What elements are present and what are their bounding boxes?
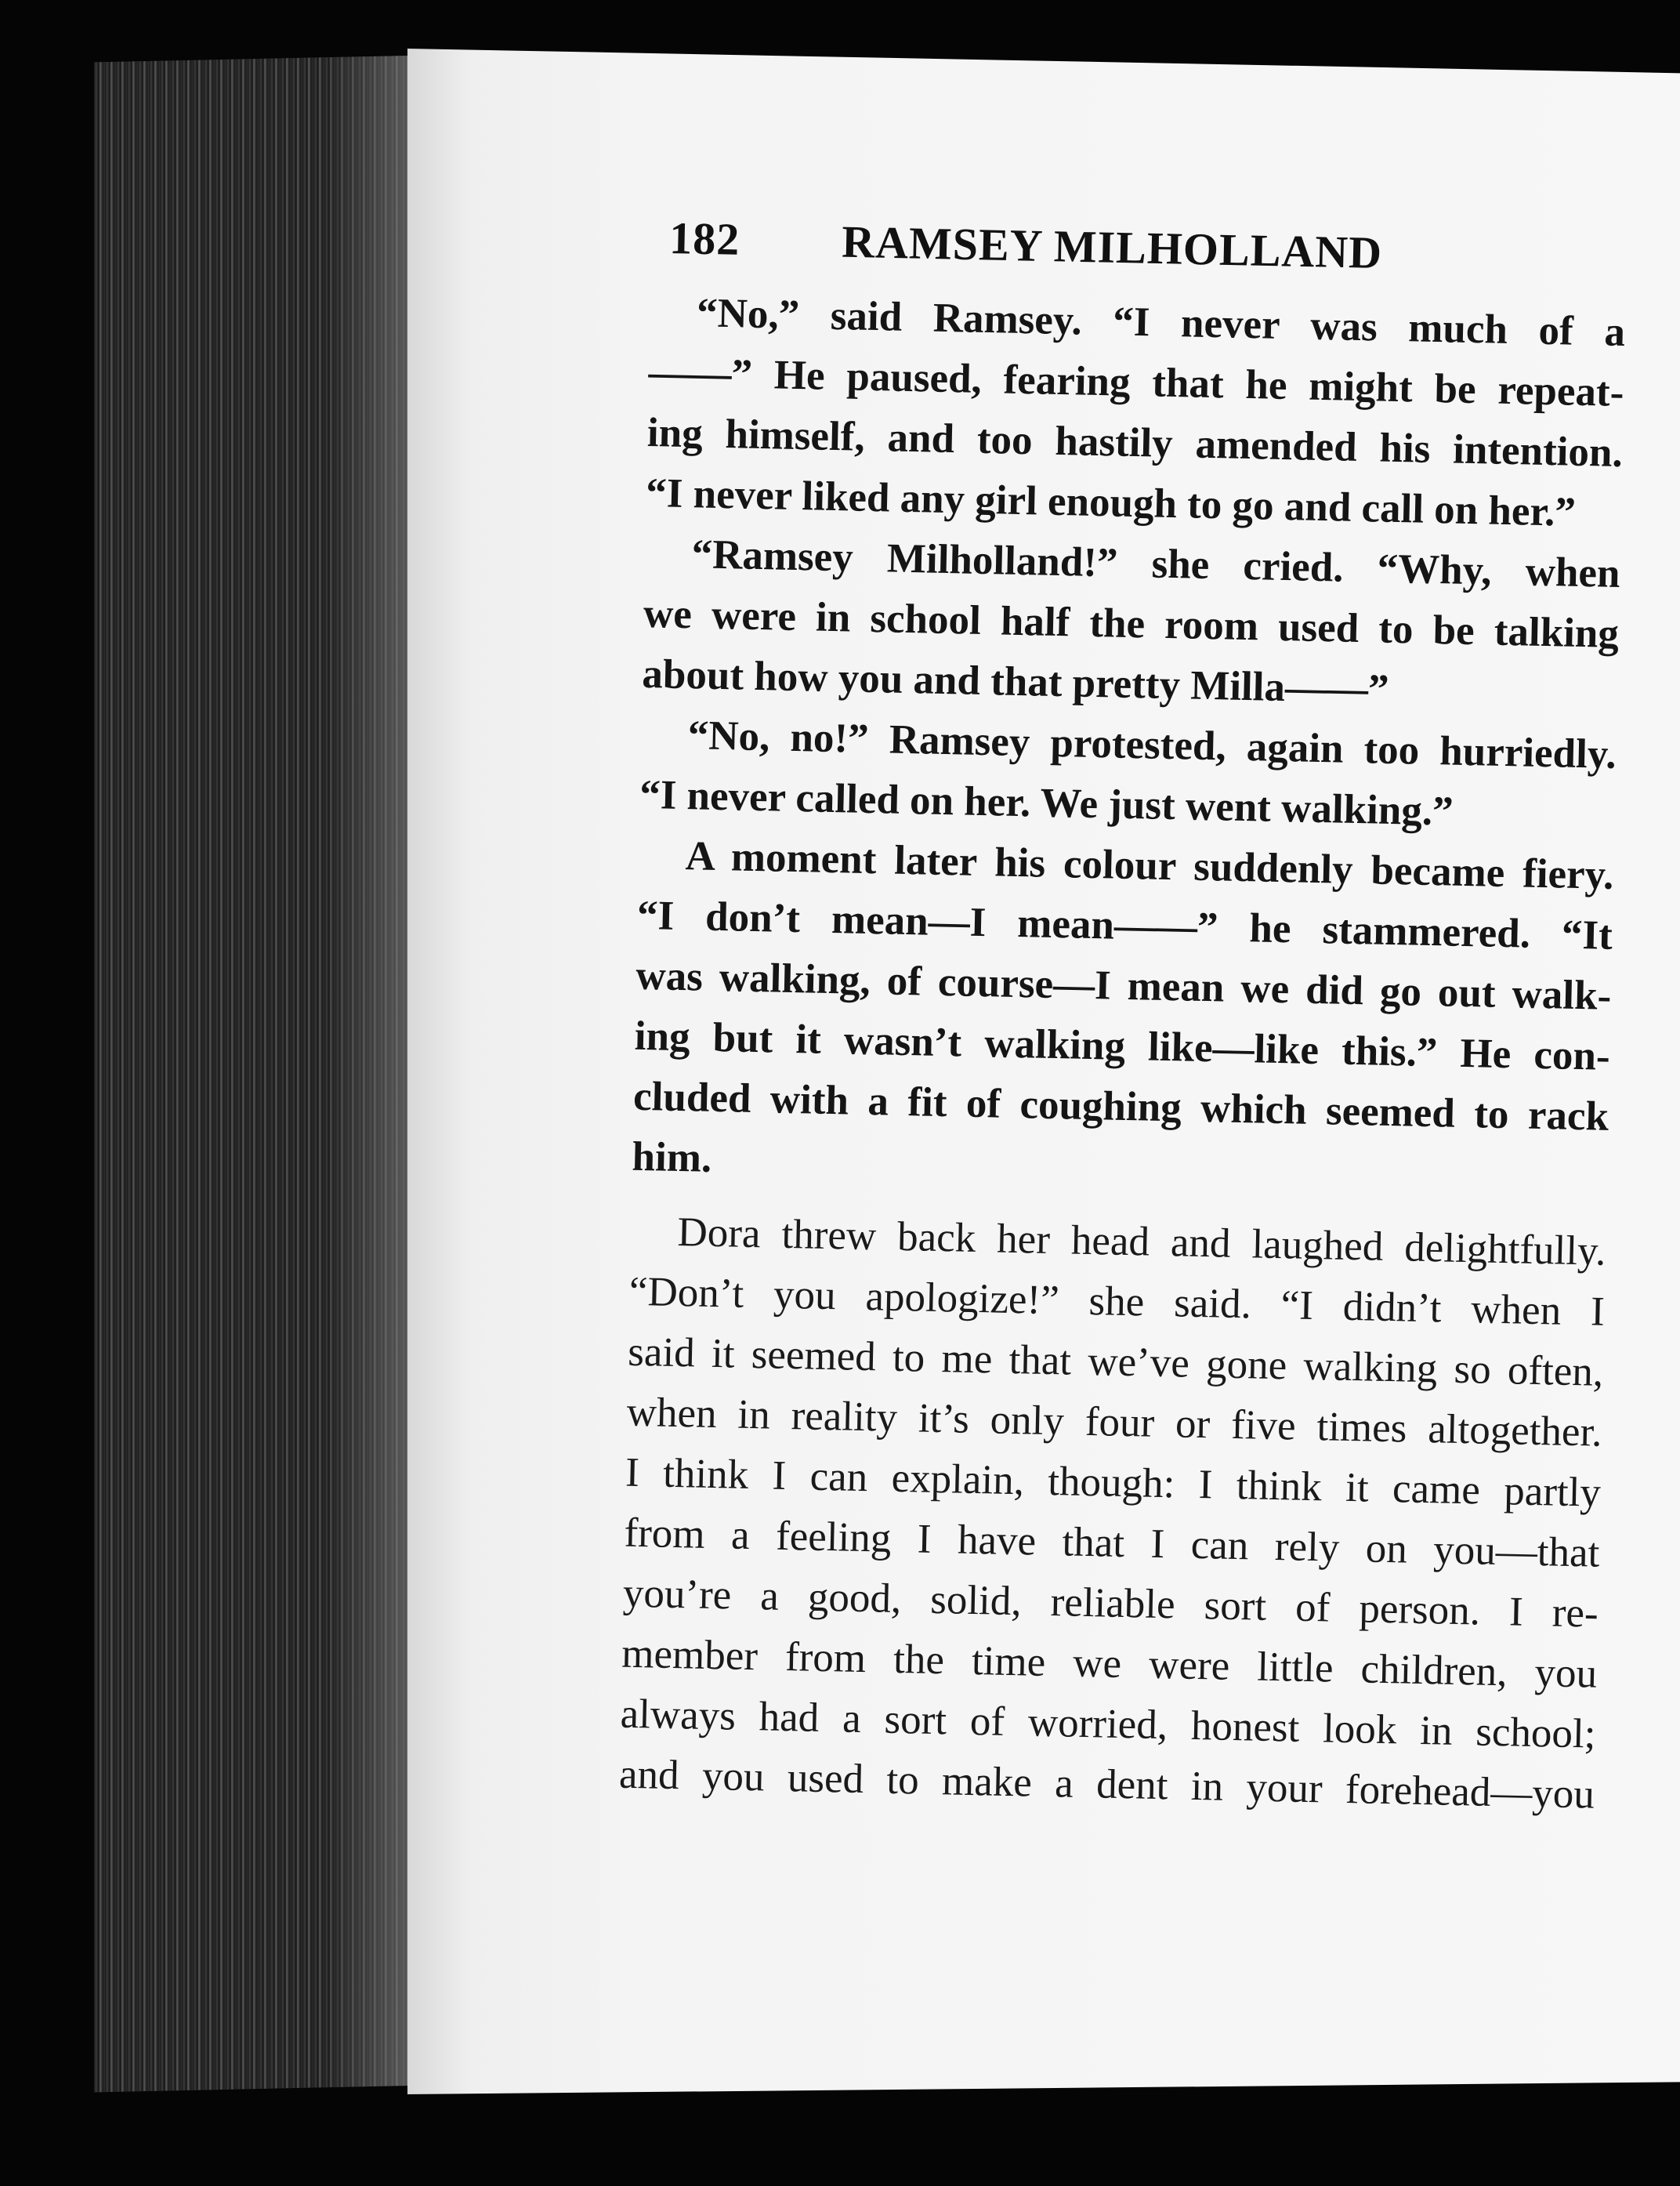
book-page-edges: [94, 56, 423, 2093]
text-line: we were in school half the room used to be talking: [643, 590, 1620, 657]
text-line: I think I can explain, though: I think it came partly: [625, 1449, 1602, 1516]
text-line: A moment later his colour suddenly became fiery.: [685, 833, 1615, 898]
running-title: RAMSEY MILHOLLAND: [841, 216, 1383, 279]
text-line: ing himself, and too hastily amended his intention.: [646, 409, 1624, 477]
text-line: from a feeling I have that I can rely on you—that: [623, 1510, 1600, 1576]
text-line: ing but it wasn’t walking like—like this.” He con-: [634, 1013, 1611, 1079]
text-line: was walking, of course—I mean we did go out walk-: [635, 952, 1612, 1019]
text-line: “I never liked any girl enough to go and call on her.”: [645, 469, 1577, 535]
text-line: him.: [632, 1133, 712, 1181]
text-line: you’re a good, solid, reliable sort of person. I re-: [622, 1570, 1599, 1637]
text-line: always had a sort of worried, honest look in school;: [620, 1691, 1597, 1757]
text-line: when in reality it’s only four or five times altogether.: [626, 1389, 1603, 1456]
text-line: “No, no!” Ramsey protested, again too hurriedly.: [687, 712, 1617, 778]
text-line: “Don’t you apologize!” she said. “I didn’t when I: [628, 1268, 1606, 1335]
page-number: 182: [668, 212, 740, 265]
text-line: “No,” said Ramsey. “I never was much of a: [696, 290, 1626, 356]
text-line: cluded with a fit of coughing which seemed to rack: [632, 1073, 1609, 1140]
text-line: said it seemed to me that we’ve gone walking so often,: [627, 1329, 1604, 1395]
text-line: “I don’t mean—I mean——” he stammered. “It: [636, 892, 1613, 959]
text-line: about how you and that pretty Milla——”: [641, 651, 1390, 712]
text-line: ——” He paused, fearing that he might be repeat-: [647, 349, 1624, 416]
text-line: member from the time we were little children, you: [621, 1630, 1598, 1697]
text-line: and you used to make a dent in your forehead—you: [618, 1751, 1595, 1818]
body-text: [618, 282, 1625, 1825]
text-line: “I never called on her. We just went walking.”: [639, 771, 1454, 835]
text-line: Dora threw back her head and laughed delightfully.: [677, 1209, 1606, 1274]
text-line: “Ramsey Milholland!” she cried. “Why, when: [691, 531, 1621, 596]
